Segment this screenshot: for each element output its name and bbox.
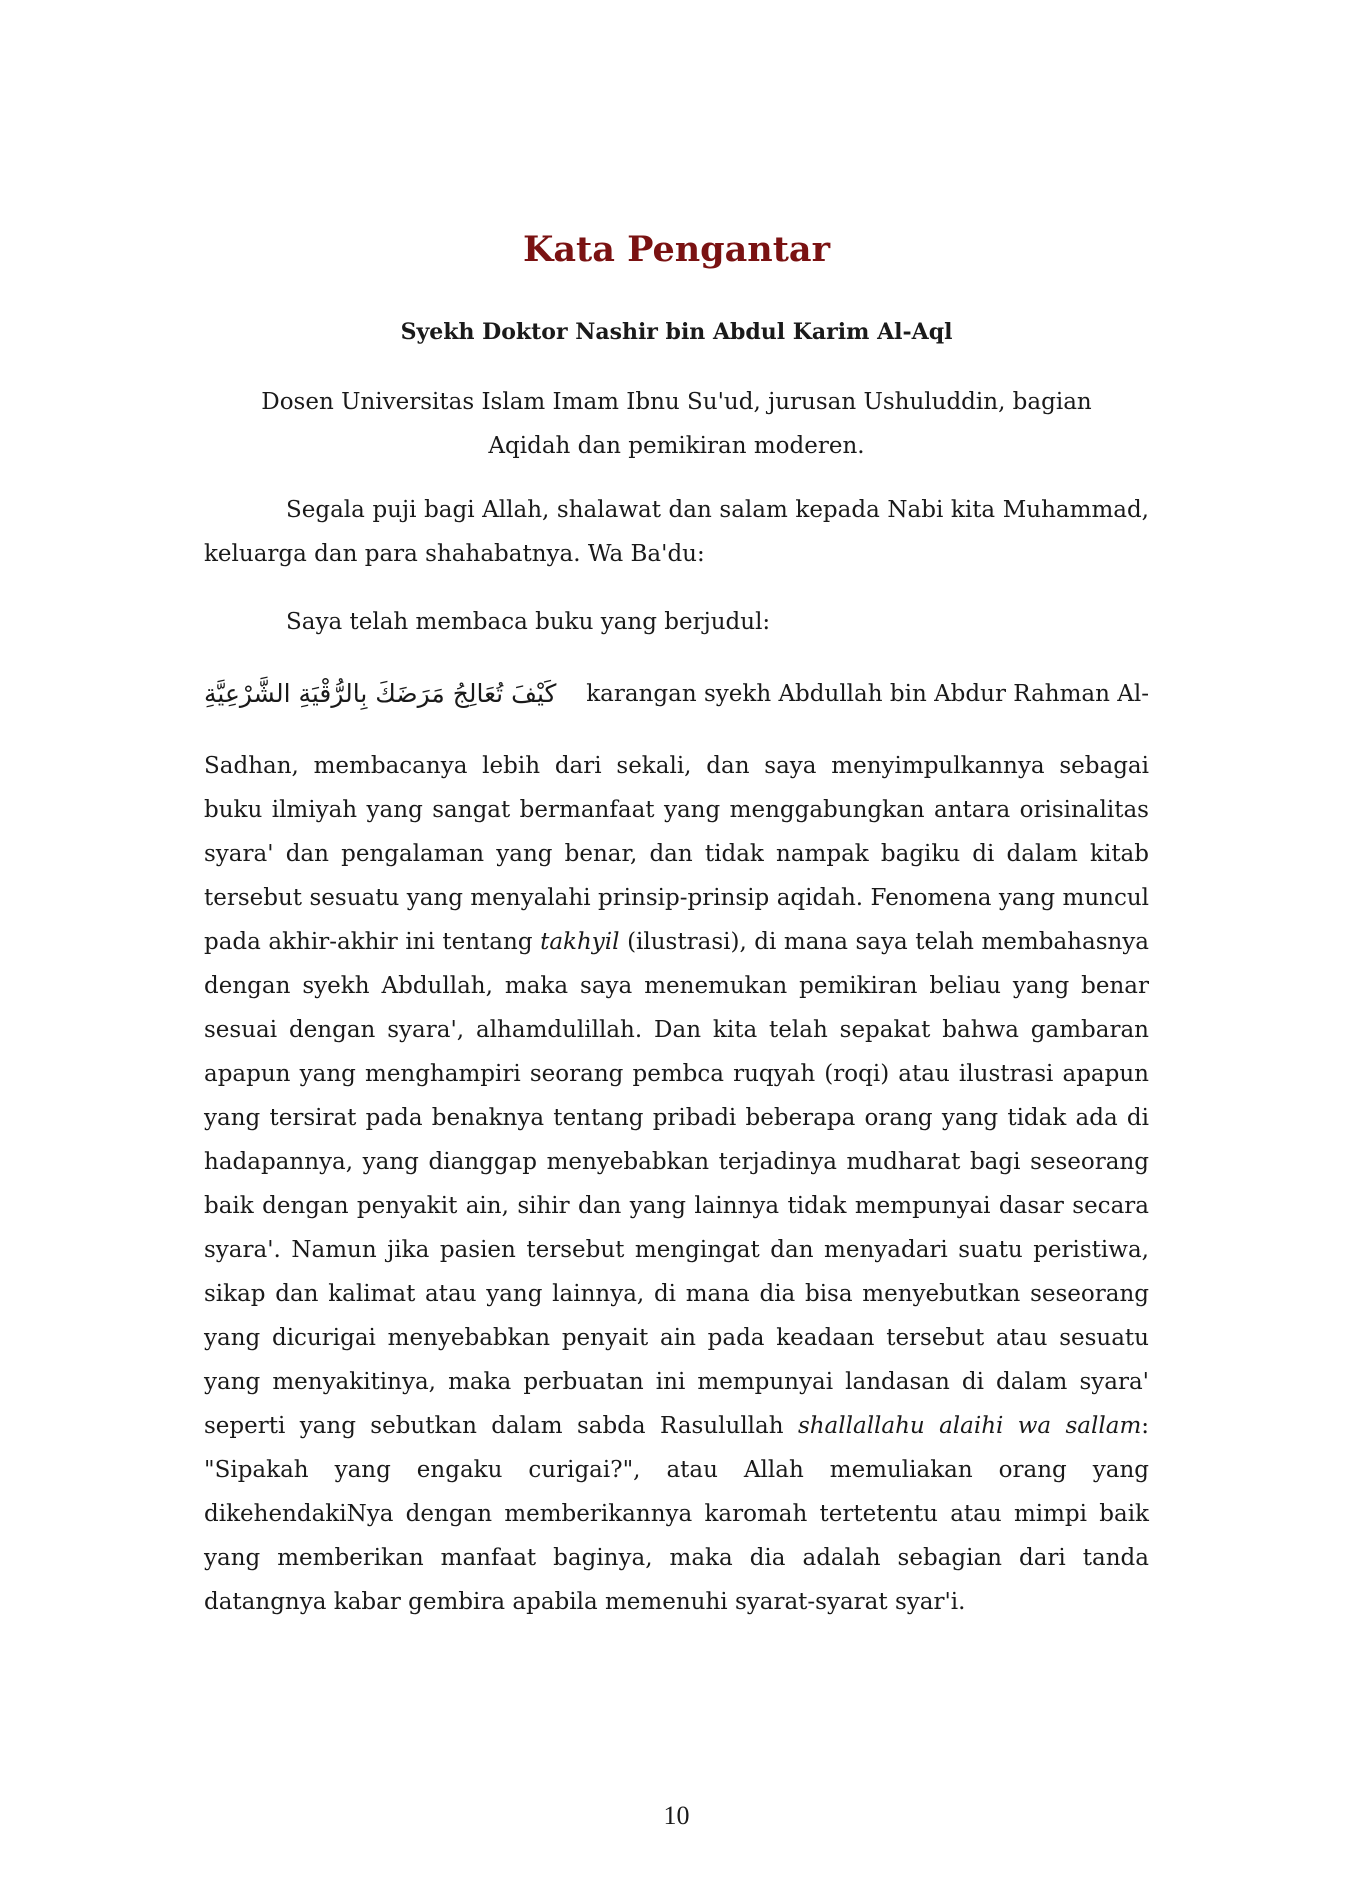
- affiliation-line-1: Dosen Universitas Islam Imam Ibnu Su'ud, jurusan Ushuluddin, bagian: [261, 389, 1092, 415]
- author-name: Syekh Doktor Nashir bin Abdul Karim Al-Aql: [400, 319, 953, 345]
- arabic-title-line: [204, 672, 1149, 732]
- term-takhyil: takhyil: [540, 929, 620, 955]
- paragraph-book-intro: Saya telah membaca buku yang berjudul:: [286, 609, 771, 635]
- paragraph-main: [204, 744, 1149, 1624]
- page-number: 10: [663, 1801, 690, 1830]
- affiliation-line-2: Aqidah dan pemikiran moderen.: [488, 433, 865, 459]
- paragraph-main-part-1: Sadhan, membacanya lebih dari sekali, dan saya menyimpulkannya sebagai buku ilmiyah yang sangat bermanfaat yang menggabungkan antara orisinalitas syara' dan pengalaman yang benar, dan tidak nampak bagiku di dalam kitab tersebut sesuatu yang menyalahi prinsip-prinsip aqidah. Fenomena yang muncul pada akhir-akhir ini tentang: [204, 753, 1149, 955]
- paragraph-opening: Segala puji bagi Allah, shalawat dan salam kepada Nabi kita Muhammad, keluarga dan para shahabatnya. Wa Ba'du:: [204, 497, 1149, 567]
- paragraph-main-part-2: (ilustrasi), di mana saya telah membahasnya dengan syekh Abdullah, maka saya menemukan pemikiran beliau yang benar sesuai dengan syara', alhamdulillah. Dan kita telah sepakat bahwa gambaran apapun yang menghampiri seorang pembca ruqyah (roqi) atau ilustrasi apapun yang tersirat pada benaknya tentang pribadi beberapa orang yang tidak ada di hadapannya, yang dianggap menyebabkan terjadinya mudharat bagi seseorang baik dengan penyakit ain, sihir dan yang lainnya tidak mempunyai dasar secara syara'. Namun jika pasien tersebut mengingat dan menyadari suatu peristiwa, sikap dan kalimat atau yang lainnya, di mana dia bisa menyebutkan seseorang yang dicurigai menyebabkan penyait ain pada keadaan tersebut atau sesuatu yang menyakitinya, maka perbuatan ini mempunyai landasan di dalam syara' seperti yang sebutkan dalam sabda Rasulullah: [204, 929, 1150, 1439]
- arabic-book-title: كَيْفَ تُعَالِجُ مَرَضَكَ بِالرُّقْيَةِ الشَّرْعِيَّةِ: [204, 679, 557, 708]
- honorific-phrase: shallallahu alaihi wa sallam: [797, 1413, 1142, 1439]
- paragraph-main-part-3: : "Sipakah yang engaku curigai?", atau Allah memuliakan orang yang dikehendakiNya dengan memberikannya karomah tertetentu atau mimpi baik yang memberikan manfaat baginya, maka dia adalah sebagian dari tanda datangnya kabar gembira apabila memenuhi syarat-syarat syar'i.: [204, 1413, 1149, 1615]
- author-affiliation: [204, 380, 1149, 468]
- page-title: Kata Pengantar: [522, 229, 831, 270]
- paragraph-book-author-start: karangan syekh Abdullah bin Abdur Rahman Al-: [586, 681, 1149, 707]
